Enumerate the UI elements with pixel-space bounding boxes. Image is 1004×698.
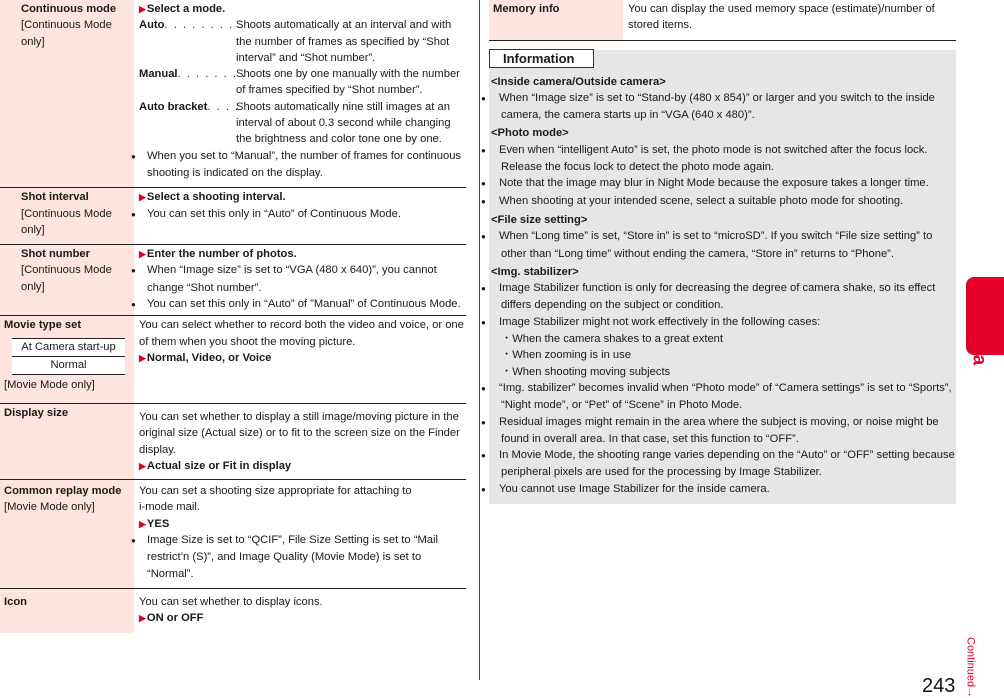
information-box: Information <Inside camera/Outside camera> ● When “Image size” is set to “Stand-by (480 x 854)” or larger and you switch to the inside camera, the camera starts up in “VGA (640 x 480)”. <Photo mode> ● Even when “intelligent Auto” is set, the photo mode is not switched after the focus lock. Release the focus lock to detect the photo mode again. ● Note that the image may blur in Night Mode because the exposure takes a longer time. ● When shooting at your intended scene, select a suitable photo mode for shooting. <File size setting> ● When “Long time” is set, “Store in” is set to “microSD”. If you switch “File size setting” to other than “Long time” without ending the camera, “Store in” returns to “Phone”. <Img. stabilizer> ● Image Stabilizer function is only for decreasing the degree of camera shake, so its effect differs depending on the subject or condition. ● Image Stabilizer might not work effectively in the following cases: ・When the camera shakes to a great extent ・When zooming is in use ・When shooting moving subjects ● “Img. stabilizer” becomes invalid when “Photo mode” of “Camera settings” is set to “Sports”, “Night mode”, or “Pet” of “Scene” in Photo Mode. ● Residual images might remain in the area where the subject is moving, or noise might be found in overall area. In that case, set this function to “OFF”. ● In Movie Mode, the shooting range varies depending on the “Auto” or “OFF” setting because peripheral pixels are used for the processing by Image Stabilizer. ● You cannot use Image Stabilizer for the inside camera.	[489, 50, 956, 504]
table-row-common-replay-mode: Common replay mode [Movie Mode only] You can set a shooting size appropriate for attaching to i-mode mail. ▶YES ● Image Size is set to “QCIF”, File Size Setting is set to “Mail restrict’n (S)”, and Image Quality (Movie Mode) is set to “Normal”.	[0, 480, 466, 589]
startup-mini-table: At Camera start-up Normal	[12, 338, 125, 375]
column-divider	[479, 0, 480, 680]
bullet-icon: ●	[481, 484, 486, 494]
bullet-icon: ●	[481, 451, 486, 461]
row-note: [Continuous Mode only]	[21, 19, 112, 48]
page-number: 243	[922, 675, 956, 697]
bullet-icon: ●	[481, 145, 486, 155]
table-row-shot-interval: Shot interval [Continuous Mode only] ▶Select a shooting interval. ● You can set this only in “Auto” of Continuous Mode.	[0, 188, 466, 245]
bullet-icon: ●	[481, 93, 486, 103]
arrow-icon: ▶	[139, 518, 146, 529]
bullet-icon: ●	[481, 383, 486, 393]
arrow-icon: ▶	[139, 460, 146, 471]
bullet-icon: ●	[481, 317, 486, 327]
settings-table	[0, 0, 466, 633]
def-manual: Manual. . . . . . . . . Shoots one by one manually with the number of frames specified by “Shot number”.	[139, 68, 460, 97]
bullet-icon: ●	[481, 179, 486, 189]
bullet-icon: ●	[131, 209, 136, 219]
bullet-icon: ●	[481, 417, 486, 427]
arrow-icon: ▶	[139, 352, 146, 363]
bullet-icon: ●	[481, 232, 486, 242]
arrow-icon: ▶	[139, 249, 146, 260]
table-row-icon: Icon You can set whether to display icons. ▶ON or OFF	[0, 589, 466, 633]
bullet-icon: ●	[131, 266, 136, 276]
def-auto: Auto. . . . . . . . . . . Shoots automatically at an interval and with the number of frames as specified by “Shot interval” and “Shot number”.	[139, 19, 452, 64]
bullet-icon: ●	[131, 151, 136, 161]
bullet-icon: ●	[131, 300, 136, 310]
table-row-shot-number: Shot number [Continuous Mode only] ▶Enter the number of photos. ● When “Image size” is set to “VGA (480 x 640)”, you cannot change “Shot number”. ● You can set this only in “Auto” of ”Manual” of Continuous Mode.	[0, 245, 466, 316]
right-column	[481, 0, 956, 504]
information-tag: Information	[489, 49, 594, 68]
table-row-memory-info: Memory info You can display the used memory space (estimate)/number of stored items.	[489, 0, 956, 41]
arrow-icon: ▶	[139, 613, 146, 624]
def-auto-bracket: Auto bracket. . . . Shoots automatically nine still images at an interval of about 0.3 second while changing the brightness and color tone one by one.	[139, 100, 451, 146]
arrow-icon: ▶	[139, 4, 146, 14]
table-row-movie-type-set: Movie type set At Camera start-up Normal [Movie Mode only] You can select whether to record both the video and voice, or one of them when you shoot the moving picture. ▶Normal, Video, or Voice	[0, 316, 466, 404]
bullet-icon: ●	[131, 536, 136, 546]
bullet-icon: ●	[481, 284, 486, 294]
continued-label: Continued→	[964, 637, 977, 698]
table-row-display-size: Display size You can set whether to display a still image/moving picture in the original size (Actual size) or to fit to the screen size on the Finder display. ▶Actual size or Fit in display	[0, 404, 466, 480]
table-row-continuous-mode: Continuous mode [Continuous Mode only] ▶Select a mode. Auto. . . . . . . . . . . Shoots automatically at an interval and with the number of frames as specified by “Shot interval” and “Shot number”. Manual. . . . . . . . . Shoots one by one manually with the number of frames specified by “Shot number”. Auto bracket. . . . Shoots automatically nine still images at an interval of about 0.3 second while changing the brightness and color tone one by one. ● When you set to “Manual”, the number of frames for continuous shooting is indicated on the display.	[0, 0, 466, 188]
section-tab-label: Camera	[968, 293, 990, 366]
bullet-icon: ●	[481, 196, 486, 206]
row-label: Continuous mode	[21, 3, 117, 15]
arrow-icon: ▶	[139, 192, 146, 203]
